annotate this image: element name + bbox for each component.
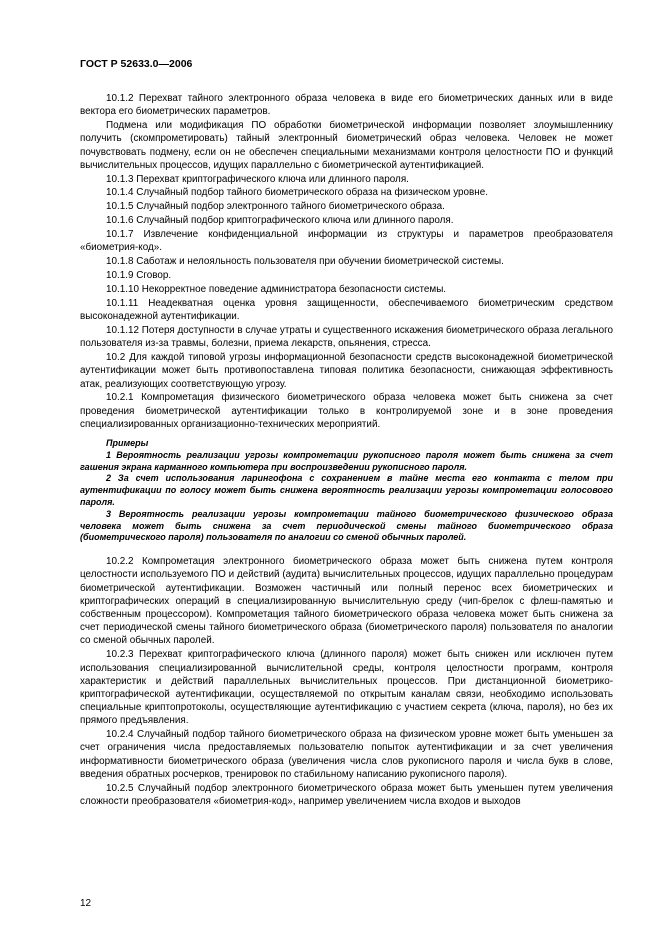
paragraph: 10.2 Для каждой типовой угрозы информационной безопасности средств высоконадежной биометрической аутентификации может быть противопоставлена типовая политика безопасности, снижающая эффективность атак, реализующих соответствующую угрозу.: [80, 352, 613, 390]
example-item: 3 Вероятность реализации угрозы компрометации тайного биометрического физического образа человека может быть снижена за счет периодической смены тайного биометрического образа (биометрического пароля) пользователя по аналогии со сменой обычных паролей.: [80, 508, 613, 543]
page-number: 12: [80, 898, 92, 909]
example-item: 2 За счет использования ларингофона с сохранением в тайне места его контакта с телом при аутентификации по голосу может быть снижена вероятность реализации угрозы компрометации голосового пароля.: [80, 473, 613, 507]
paragraph: 10.1.7 Извлечение конфиденциальной информации из структуры и параметров преобразователя «биометрия-код».: [80, 229, 613, 254]
paragraph: 10.1.10 Некорректное поведение администратора безопасности системы.: [106, 284, 447, 296]
paragraph: 10.1.8 Саботаж и нелояльность пользователя при обучении биометрической системы.: [106, 256, 504, 268]
paragraph: 10.1.5 Случайный подбор электронного тайного биометрического образа.: [106, 201, 445, 213]
paragraph: 10.1.9 Сговор.: [106, 270, 172, 282]
document-code: ГОСТ Р 52633.0—2006: [80, 58, 193, 70]
paragraph: 10.2.5 Случайный подбор электронного биометрического образа может быть уменьшен путем увеличения сложности преобразователя «биометрия-код», например увеличением числа входов и выходов: [80, 782, 613, 807]
example-item: 1 Вероятность реализации угрозы компрометации рукописного пароля может быть снижена за счет гашения экрана карманного компьютера при воспроизведении рукописного пароля.: [80, 449, 613, 472]
examples-heading: Примеры: [106, 438, 149, 449]
paragraph: 10.1.12 Потеря доступности в случае утраты и существенного искажения биометрического образа легального пользователя из-за травмы, болезни, приема лекарств, опьянения, стресса.: [80, 325, 613, 350]
paragraph: 10.1.4 Случайный подбор тайного биометрического образа на физическом уровне.: [106, 187, 488, 199]
paragraph: 10.2.1 Компрометация физического биометрического образа человека может быть снижена за счет проведения биометрической аутентификации только в контролируемой зоне и в зоне проведения специализированных организационно-технических мероприятий.: [80, 392, 613, 430]
document-body: [80, 92, 613, 809]
paragraph: 10.2.4 Случайный подбор тайного биометрического образа на физическом уровне может быть уменьшен за счет ограничения числа предоставляемых пользователю попыток аутентификации и за счет увеличения информативности биометрического образа (увеличения числа слов рукописного пароля и числа букв в слове, введения обратных росчерков, тренировок по стабильному написанию рукописного пароля).: [80, 729, 613, 780]
paragraph: 10.1.3 Перехват криптографического ключа или длинного пароля.: [106, 173, 409, 185]
paragraph: 10.1.6 Случайный подбор криптографического ключа или длинного пароля.: [106, 215, 454, 227]
paragraph: 10.2.3 Перехват криптографического ключа (длинного пароля) может быть снижен или исключен путем использования специализированной вычислительной среды, контроля целостности программ, контроля характеристик и действий параллельных вычислительных процессов. При дистанционной биометрико-криптографической аутентификации, осуществляемой по открытым каналам связи, необходимо использовать специальные криптопротоколы, осуществляющие аутентификацию с участием секрета (ключа, пароля), но без их прямого предъявления.: [80, 649, 613, 727]
paragraph: Подмена или модификация ПО обработки биометрической информации позволяет злоумышленнику получить (скомпрометировать) тайный электронный биометрический образ человека. Человек не может почувствовать подмену, если он не обеспечен специальными механизмами контроля целостности ПО и функций вычислительных процессов, идущих параллельно с биометрической аутентификацией.: [80, 120, 613, 171]
paragraph: 10.1.2 Перехват тайного электронного образа человека в виде его биометрических данных или в виде вектора его биометрических параметров.: [80, 93, 613, 118]
paragraph: 10.1.11 Неадекватная оценка уровня защищенности, обеспечиваемого биометрическим средством высоконадежной аутентификации.: [80, 297, 613, 323]
paragraph: 10.2.2 Компрометация электронного биометрического образа может быть снижена путем контроля целостности используемого ПО и действий (аудита) вычислительных процессов, идущих параллельно процедурам биометрической аутентификации. Возможен частичный или полный перенос всех биометрических и криптографических операций в специализированную вычислительную среду (чип-брелок с флеш-памятью и собственным процессором). Компрометация тайного биометрического образа человека может быть снижена за счет периодической смены тайного биометрического образа (биометрического пароля) пользователя по аналогии со сменой обычных паролей.: [80, 556, 613, 647]
